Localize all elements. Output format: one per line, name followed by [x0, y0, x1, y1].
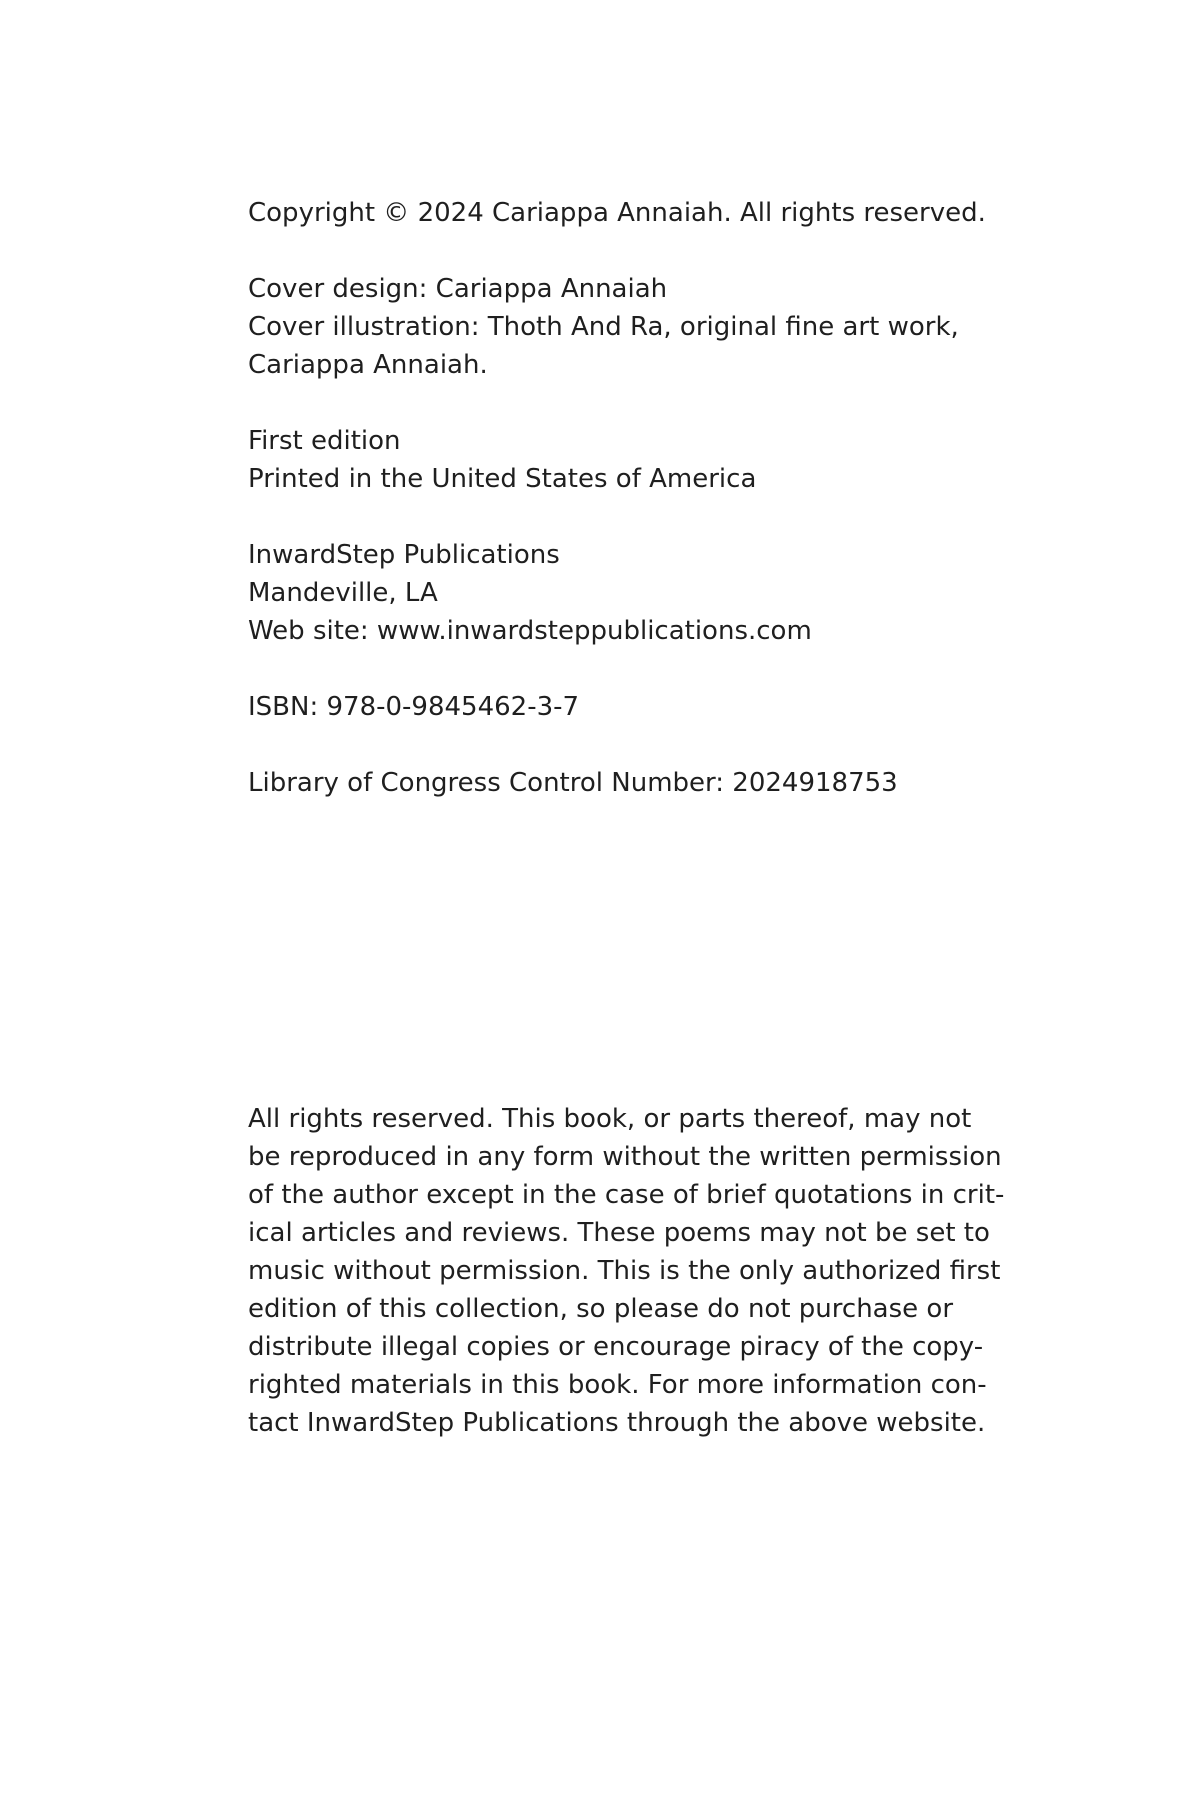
cover-design-credit: Cover design: Cariappa Annaiah [248, 274, 668, 304]
publisher-block [248, 536, 953, 650]
rights-line: righted materials in this book. For more information con- [248, 1370, 987, 1400]
isbn-block [248, 688, 953, 726]
rights-line: edition of this collection, so please do not purchase or [248, 1294, 954, 1324]
rights-statement [248, 1100, 1005, 1442]
rights-line: distribute illegal copies or encourage piracy of the copy- [248, 1332, 984, 1362]
rights-line: All rights reserved. This book, or parts thereof, may not [248, 1104, 972, 1134]
publisher-website: Web site: www.inwardsteppublications.com [248, 616, 812, 646]
rights-line: ical articles and reviews. These poems may not be set to [248, 1218, 990, 1248]
publisher-location: Mandeville, LA [248, 578, 438, 608]
lccn-block [248, 764, 953, 802]
printed-location: Printed in the United States of America [248, 464, 757, 494]
edition-label: First edition [248, 426, 401, 456]
copyright-notice: Copyright © 2024 Cariappa Annaiah. All rights reserved. [248, 198, 986, 228]
edition-block [248, 422, 953, 498]
publication-details [248, 194, 986, 840]
rights-line: of the author except in the case of brief quotations in crit- [248, 1180, 1005, 1210]
copyright-block [248, 194, 986, 232]
cover-credits-block [248, 270, 959, 384]
publisher-name: InwardStep Publications [248, 540, 560, 570]
library-of-congress-number: Library of Congress Control Number: 2024918753 [248, 768, 898, 798]
isbn-number: ISBN: 978-0-9845462-3-7 [248, 692, 580, 722]
cover-illustration-artist: Cariappa Annaiah. [248, 350, 488, 380]
cover-illustration-credit: Cover illustration: Thoth And Ra, original fine art work, [248, 312, 959, 342]
rights-line: be reproduced in any form without the written permission [248, 1142, 1002, 1172]
rights-line: music without permission. This is the only authorized first [248, 1256, 1001, 1286]
rights-line: tact InwardStep Publications through the above website. [248, 1408, 986, 1438]
